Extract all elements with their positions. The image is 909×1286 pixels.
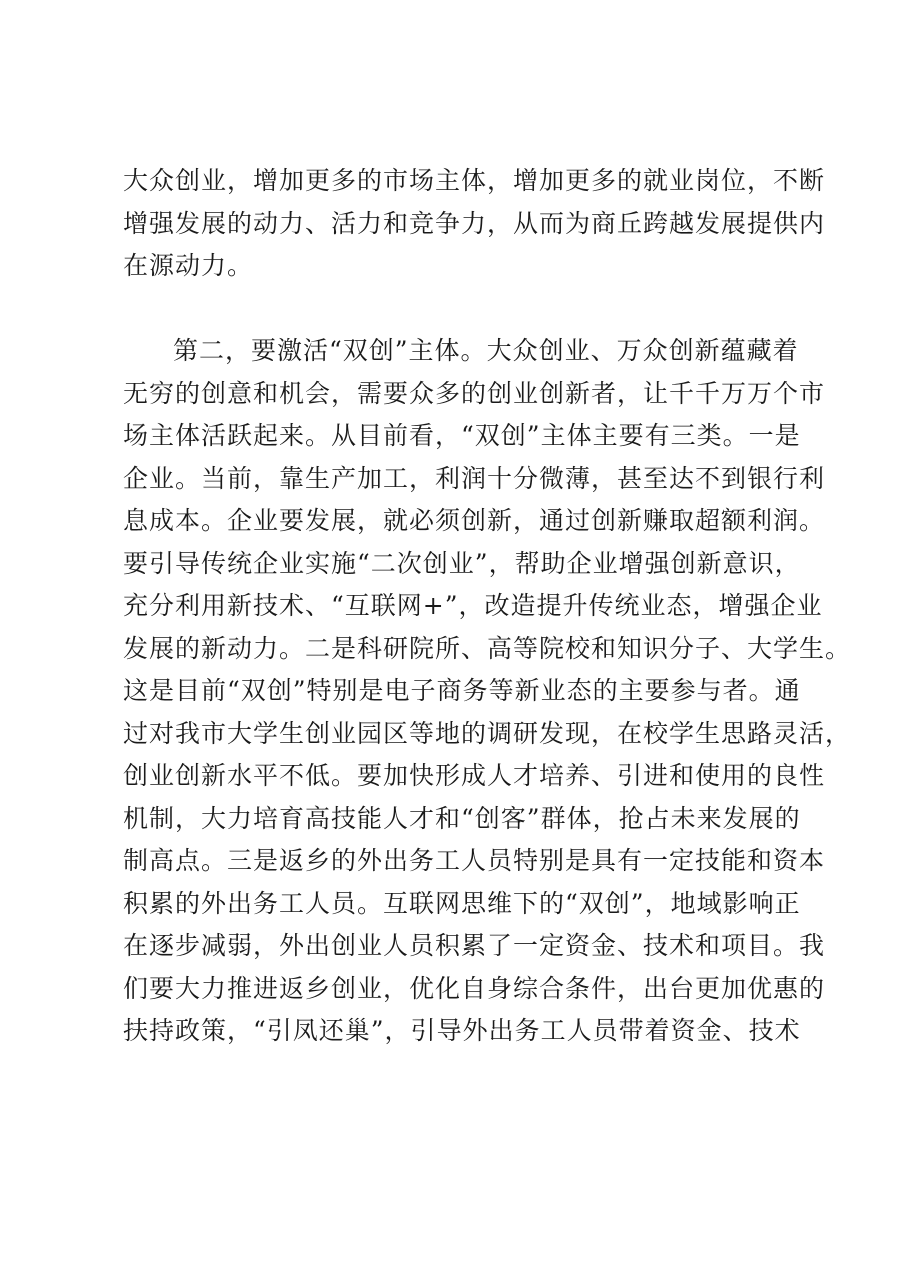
text-line: 积累的外出务工人员。互联网思维下的“双创”，地域影响正	[123, 888, 801, 918]
text-line: 大众创业，增加更多的市场主体，增加更多的就业岗位，不断	[123, 166, 826, 195]
text-line: 场主体活跃起来。从目前看，“双创”主体主要有三类。一是	[123, 421, 801, 450]
text-line: 增强发展的动力、活力和竞争力，从而为商丘跨越发展提供内	[123, 208, 826, 238]
text-line: 过对我市大学生创业园区等地的调研发现，在校学生思路灵活，	[123, 718, 852, 748]
paragraph-first-line: 第二，要激活“双创”主体。大众创业、万众创新蕴藏着	[173, 336, 799, 365]
text-line: 在源动力。	[123, 251, 254, 280]
text-line: 扶持政策，“引凤还巢”，引导外出务工人员带着资金、技术	[123, 1016, 801, 1045]
text-line: 充分利用新技术、“互联网+”，改造提升传统业态，增强企业	[123, 591, 823, 620]
text-line: 息成本。企业要发展，就必须创新，通过创新赚取超额利润。	[123, 506, 826, 535]
text-line: 要引导传统企业实施“二次创业”，帮助企业增强创新意识，	[123, 548, 801, 578]
text-line: 在逐步减弱，外出创业人员积累了一定资金、技术和项目。我	[123, 931, 826, 960]
body-text	[123, 160, 852, 1053]
text-line: 制高点。三是返乡的外出务工人员特别是具有一定技能和资本	[123, 846, 826, 875]
text-line: 创业创新水平不低。要加快形成人才培养、引进和使用的良性	[123, 761, 826, 790]
text-line: 企业。当前，靠生产加工，利润十分微薄，甚至达不到银行利	[123, 463, 826, 493]
text-line: 机制，大力培育高技能人才和“创客”群体，抢占未来发展的	[123, 803, 801, 833]
text-line: 发展的新动力。二是科研院所、高等院校和知识分子、大学生。	[123, 633, 852, 663]
text-line: 无穷的创意和机会，需要众多的创业创新者，让千千万万个市	[123, 378, 826, 408]
text-line: 们要大力推进返乡创业，优化自身综合条件，出台更加优惠的	[123, 973, 826, 1003]
text-line: 这是目前“双创”特别是电子商务等新业态的主要参与者。通	[123, 676, 801, 705]
